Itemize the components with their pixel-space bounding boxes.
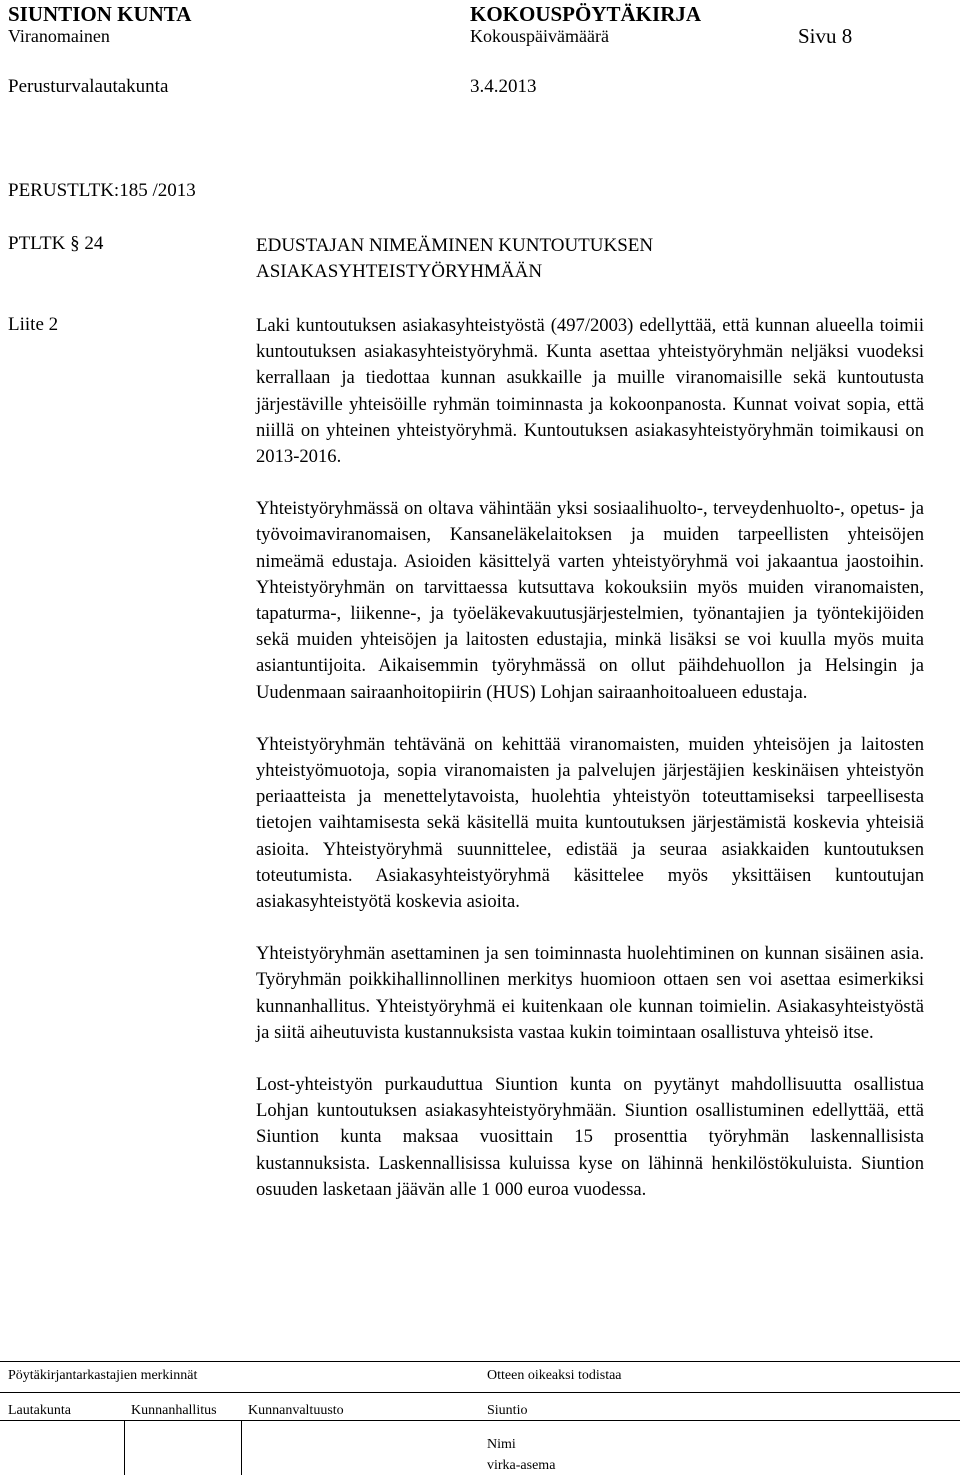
document-body — [256, 313, 924, 1203]
name-label: Nimi — [487, 1437, 516, 1452]
footer-middle-rule — [0, 1392, 960, 1393]
section-title-line: ASIAKASYHTEISTYÖRYHMÄÄN — [256, 261, 543, 282]
authority-label: Viranomainen — [8, 26, 110, 46]
section-title-line: EDUSTAJAN NIMEÄMINEN KUNTOUTUKSEN — [256, 235, 654, 256]
page-number: Sivu 8 — [798, 24, 853, 48]
footer-divider — [241, 1420, 242, 1475]
footer-lower-rule — [0, 1420, 960, 1421]
body-paragraph: Yhteistyöryhmän asettaminen ja sen toiminnasta huolehtiminen on kunnan sisäinen asia. Työryhmän poikkihallinnollinen merkitys huomioon ottaen sen voi asettaa esimerkiksi kunnanhallitus. Yhteistyöryhmä ei kuitenkaan ole kunnan toimielin. Asiakasyhteistyöstä ja siitä aiheutuvista kustannuksista vastaa kukin toimintaan osallistuva yhteisö itse. — [256, 943, 924, 1043]
body-paragraph: Yhteistyöryhmässä on oltava vähintään yksi sosiaalihuolto-, terveydenhuolto-, opetus- ja työvoimaviranomaisen, Kansaneläkelaitoksen ja muiden tarpeellisten yhteisöjen nimeämä edustaja. Asioiden käsittelyä varten yhteistyöryhmä voi jakaantua jaostoihin. Yhteistyöryhmän on tarvittaessa kutsuttava kokouksiin myös muiden viranomaisten, tapaturma-, liikenne-, ja työeläkevakuutusjärjestelmien, työnantajien ja työntekijöiden sekä muiden yhteisöjen ja laitosten edustajia, minkä lisäksi se voi kuulla myös muita asiantuntijoita. Aikaisemmin työryhmässä on ollut päihdehuollon ja Helsingin ja Uudenmaan sairaanhoitopiirin (HUS) Lohjan sairaanhoitoalueen edustaja. — [256, 498, 924, 703]
document-type: KOKOUSPÖYTÄKIRJA — [470, 2, 702, 26]
section-number: PTLTK § 24 — [8, 233, 104, 254]
meeting-date-label: Kokouspäivämäärä — [470, 26, 609, 46]
body-lautakunta: Lautakunta — [8, 1403, 71, 1418]
document-reference: PERUSTLTK:185 /2013 — [8, 180, 196, 201]
body-paragraph: Laki kuntoutuksen asiakasyhteistyöstä (497/2003) edellyttää, että kunnan alueella toimii kuntoutuksen asiakasyhteistyöryhmä. Kunta asettaa yhteistyöryhmän neljäksi vuodeksi kerrallaan ja tiedottaa kunnan asukkaille ja muille viranomaisille sekä kuntoutusta järjestäville yhteisöille ryhmän toiminnasta ja kokoonpanosta. Kunnat voivat sopia, että niillä on yhteinen yhteistyöryhmä. Kuntoutuksen asiakasyhteistyöryhmän toimikausi on 2013-2016. — [256, 315, 924, 468]
footer-top-rule — [0, 1361, 960, 1362]
position-label: virka-asema — [487, 1458, 556, 1473]
footer-divider — [124, 1420, 125, 1475]
meeting-date: 3.4.2013 — [470, 76, 537, 97]
signing-place: Siuntio — [487, 1403, 528, 1418]
body-kunnanhallitus: Kunnanhallitus — [131, 1403, 217, 1418]
reviewers-label: Pöytäkirjantarkastajien merkinnät — [8, 1368, 198, 1383]
page-header — [8, 0, 948, 110]
body-paragraph: Yhteistyöryhmän tehtävänä on kehittää viranomaisten, muiden yhteisöjen ja laitosten yhteistyömuotoja, sopia viranomaisten ja palvelujen järjestäjien keskinäisen yhteistyön periaatteista ja menettelytavoista, huolehtia yhteistyön toteuttamiseksi tarpeellisesta tietojen vaihtamisesta sekä käsitellä muita kuntoutuksen järjestämistä koskevia yhteisiä asioita. Yhteistyöryhmä suunnittelee, edistää ja seuraa asiakkaiden kuntoutuksen toteutumista. Asiakasyhteistyöryhmä käsittelee myös yksittäisen kuntoutujan asiakasyhteistyötä koskevia asioita. — [256, 733, 924, 913]
authority-name: Perusturvalautakunta — [8, 76, 169, 97]
attachment-label: Liite 2 — [8, 314, 59, 335]
body-paragraph: Lost-yhteistyön purkauduttua Siuntion kunta on pyytänyt mahdollisuutta osallistua Lohjan kuntoutuksen asiakasyhteistyöryhmään. Siuntion osallistuminen edellyttää, että Siuntion kunta maksaa vuosittain 15 prosenttia työryhmän laskennallisista kustannuksista. Laskennallisissa kuluissa kyse on lähinnä henkilöstökuluista. Siuntion osuuden lasketaan jäävän alle 1 000 euroa vuodessa. — [256, 1074, 924, 1200]
section-title — [256, 233, 653, 285]
municipality-name: SIUNTION KUNTA — [8, 2, 192, 26]
body-kunnanvaltuusto: Kunnanvaltuusto — [248, 1403, 344, 1418]
certified-label: Otteen oikeaksi todistaa — [487, 1368, 622, 1383]
